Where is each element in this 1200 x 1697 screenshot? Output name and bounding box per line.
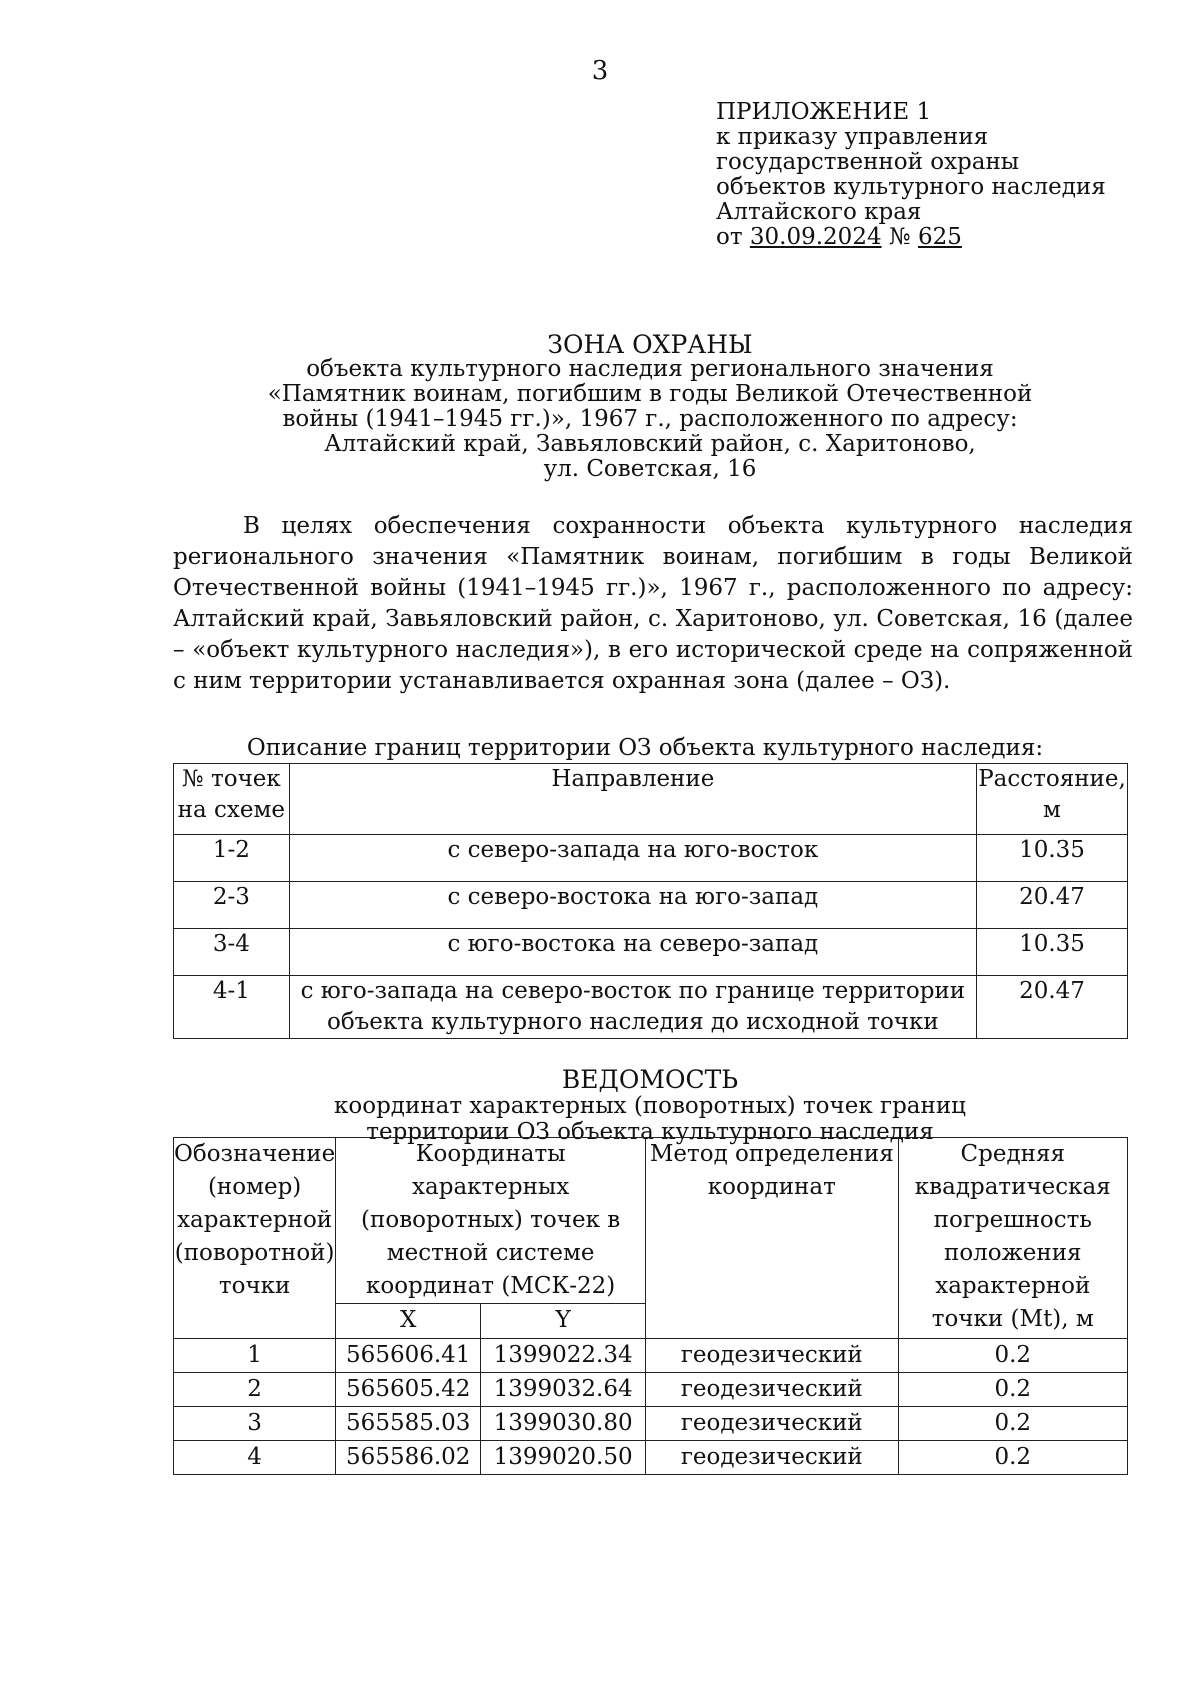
table-header-row bbox=[174, 764, 1128, 835]
coordinates-table bbox=[173, 1137, 1128, 1475]
table-row bbox=[174, 1339, 1128, 1373]
y-cell: 1399020.50 bbox=[481, 1441, 646, 1475]
error-cell: 0.2 bbox=[898, 1441, 1127, 1475]
appendix-date-line bbox=[716, 225, 1106, 250]
heading-line: ул. Советская, 16 bbox=[543, 456, 757, 482]
method-cell: геодезический bbox=[646, 1441, 899, 1475]
header-cell: Y bbox=[481, 1304, 646, 1339]
date-prefix: от bbox=[716, 224, 743, 250]
y-cell: 1399032.64 bbox=[481, 1373, 646, 1407]
coords-caption-line: координат характерных (поворотных) точек границ bbox=[334, 1093, 966, 1119]
table-row bbox=[174, 1441, 1128, 1475]
coords-caption-title: ВЕДОМОСТЬ bbox=[561, 1065, 739, 1094]
page-number: 3 bbox=[591, 56, 609, 86]
direction-cell: с северо-востока на юго-запад bbox=[289, 882, 976, 929]
points-cell: 1-2 bbox=[174, 835, 290, 882]
distance-cell: 20.47 bbox=[977, 882, 1128, 929]
header-cell: Средняя квадратическая погрешность положения характерной точки (Mt), м bbox=[898, 1138, 1127, 1339]
heading-line: «Памятник воинам, погибшим в годы Великой Отечественной bbox=[267, 381, 1033, 407]
table-header-row bbox=[174, 1138, 1128, 1304]
points-cell: 4-1 bbox=[174, 976, 290, 1039]
coords-caption-line: территории ОЗ объекта культурного наследия bbox=[366, 1119, 934, 1145]
appendix-title: ПРИЛОЖЕНИЕ 1 bbox=[716, 99, 932, 125]
document-heading bbox=[0, 332, 1200, 482]
table-row bbox=[174, 976, 1128, 1039]
header-cell: Координаты характерных (поворотных) точек в местной системе координат (МСК-22) bbox=[336, 1138, 646, 1304]
y-cell: 1399030.80 bbox=[481, 1407, 646, 1441]
appendix-line: Алтайского края bbox=[716, 199, 922, 225]
point-cell: 4 bbox=[174, 1441, 336, 1475]
heading-title: ЗОНА ОХРАНЫ bbox=[547, 330, 753, 359]
appendix-line: объектов культурного наследия bbox=[716, 174, 1106, 200]
points-cell: 3-4 bbox=[174, 929, 290, 976]
error-cell: 0.2 bbox=[898, 1407, 1127, 1441]
error-cell: 0.2 bbox=[898, 1373, 1127, 1407]
method-cell: геодезический bbox=[646, 1373, 899, 1407]
method-cell: геодезический bbox=[646, 1339, 899, 1373]
header-cell: № точек на схеме bbox=[174, 764, 290, 835]
table-row bbox=[174, 882, 1128, 929]
distance-cell: 10.35 bbox=[977, 835, 1128, 882]
distance-cell: 10.35 bbox=[977, 929, 1128, 976]
point-cell: 3 bbox=[174, 1407, 336, 1441]
x-cell: 565586.02 bbox=[336, 1441, 481, 1475]
x-cell: 565605.42 bbox=[336, 1373, 481, 1407]
order-number: 625 bbox=[917, 224, 962, 250]
table-row bbox=[174, 929, 1128, 976]
x-cell: 565585.03 bbox=[336, 1407, 481, 1441]
method-cell: геодезический bbox=[646, 1407, 899, 1441]
appendix-block bbox=[716, 100, 1106, 250]
header-cell: Обозначение (номер) характерной (поворотной) точки bbox=[174, 1138, 336, 1339]
y-cell: 1399022.34 bbox=[481, 1339, 646, 1373]
direction-cell: с северо-запада на юго-восток bbox=[289, 835, 976, 882]
x-cell: 565606.41 bbox=[336, 1339, 481, 1373]
coords-caption bbox=[0, 1067, 1200, 1145]
order-date: 30.09.2024 bbox=[749, 224, 882, 250]
direction-cell: с юго-запада на северо-восток по границе территории объекта культурного наследия до исходной точки bbox=[289, 976, 976, 1039]
point-cell: 1 bbox=[174, 1339, 336, 1373]
direction-cell: с юго-востока на северо-запад bbox=[289, 929, 976, 976]
appendix-line: государственной охраны bbox=[716, 149, 1020, 175]
distance-cell: 20.47 bbox=[977, 976, 1128, 1039]
heading-line: войны (1941–1945 гг.)», 1967 г., расположенного по адресу: bbox=[282, 406, 1018, 432]
appendix-line: к приказу управления bbox=[716, 124, 989, 150]
boundaries-table bbox=[173, 763, 1128, 1039]
table-row bbox=[174, 835, 1128, 882]
header-cell: Расстояние, м bbox=[977, 764, 1128, 835]
header-cell: X bbox=[336, 1304, 481, 1339]
header-cell: Направление bbox=[289, 764, 976, 835]
body-paragraph: В целях обеспечения сохранности объекта культурного наследия регионального значения «Памятник воинам, погибшим в годы Великой Отечественной войны (1941–1945 гг.)», 1967 г., расположенного по адресу: Алтайский край, Завьяловский район, с. Харитоново, ул. Советская, 16 (далее – «объект культурного наследия»), в его исторической среде на сопряженной с ним территории устанавливается охранная зона (далее – ОЗ). bbox=[173, 513, 1133, 694]
heading-line: объекта культурного наследия регионального значения bbox=[306, 356, 994, 382]
header-cell: Метод определения координат bbox=[646, 1138, 899, 1339]
error-cell: 0.2 bbox=[898, 1339, 1127, 1373]
number-sign: № bbox=[888, 224, 911, 250]
boundaries-caption: Описание границ территории ОЗ объекта культурного наследия: bbox=[246, 735, 1044, 761]
table-row bbox=[174, 1373, 1128, 1407]
heading-line: Алтайский край, Завьяловский район, с. Харитоново, bbox=[324, 431, 976, 457]
points-cell: 2-3 bbox=[174, 882, 290, 929]
table-row bbox=[174, 1407, 1128, 1441]
point-cell: 2 bbox=[174, 1373, 336, 1407]
